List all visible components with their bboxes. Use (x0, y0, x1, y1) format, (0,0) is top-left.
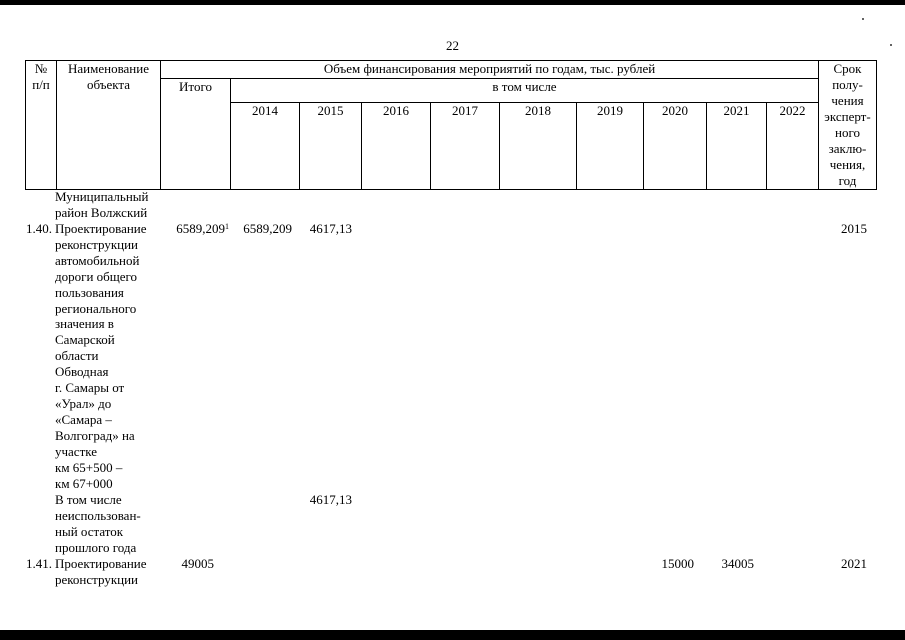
row-name: Проектирование реконструкции автомобильной дороги общего пользования регионального значения в Самарской области Обводная г. Самары от «Урал» до «Самара – Волгоград» на участке км 65+500 – км 67+000 (55, 221, 147, 491)
page-number: 22 (446, 38, 459, 53)
row-name: Проектирование реконструкции (55, 556, 147, 587)
row-num: 1.40. (26, 221, 52, 236)
row-value-2015: 4617,13 (309, 221, 352, 236)
section-name: Муниципальный район Волжский (55, 189, 149, 220)
top-border (0, 0, 905, 5)
header-year-2022: 2022 (767, 103, 819, 190)
header-year-2019: 2019 (577, 103, 644, 190)
table-header (25, 60, 877, 190)
header-funding: Объем финансирования мероприятий по годам, тыс. рублей (161, 61, 819, 79)
header-year-2017: 2017 (431, 103, 500, 190)
footnote-marker: 1 (225, 222, 229, 231)
row-total: 49005 (181, 556, 214, 571)
header-name: Наименование объекта (57, 61, 161, 190)
header-year-2018: 2018 (500, 103, 577, 190)
header-including: в том числе (231, 79, 819, 103)
header-year-2015: 2015 (300, 103, 362, 190)
header-year-2014: 2014 (231, 103, 300, 190)
scan-speck (862, 18, 864, 20)
scan-speck (890, 44, 892, 46)
row-name: В том числе неиспользован- ный остаток прошлого года (55, 492, 141, 555)
row-total-value: 6589,209 (176, 221, 225, 236)
bottom-border (0, 630, 905, 640)
row-deadline: 2021 (841, 556, 867, 571)
header-num: № п/п (26, 61, 57, 190)
row-deadline: 2015 (841, 221, 867, 236)
header-total: Итого (161, 79, 231, 190)
row-total (150, 221, 229, 237)
row-value-2021: 34005 (721, 556, 754, 571)
header-deadline: Срок полу- чения эксперт- ного заклю- чения, год (819, 61, 877, 190)
row-value-2014: 6589,209 (243, 221, 292, 236)
row-num: 1.41. (26, 556, 52, 571)
header-year-2016: 2016 (362, 103, 431, 190)
header-year-2020: 2020 (644, 103, 707, 190)
header-year-2021: 2021 (707, 103, 767, 190)
row-value-2015: 4617,13 (309, 492, 352, 507)
row-value-2020: 15000 (661, 556, 694, 571)
